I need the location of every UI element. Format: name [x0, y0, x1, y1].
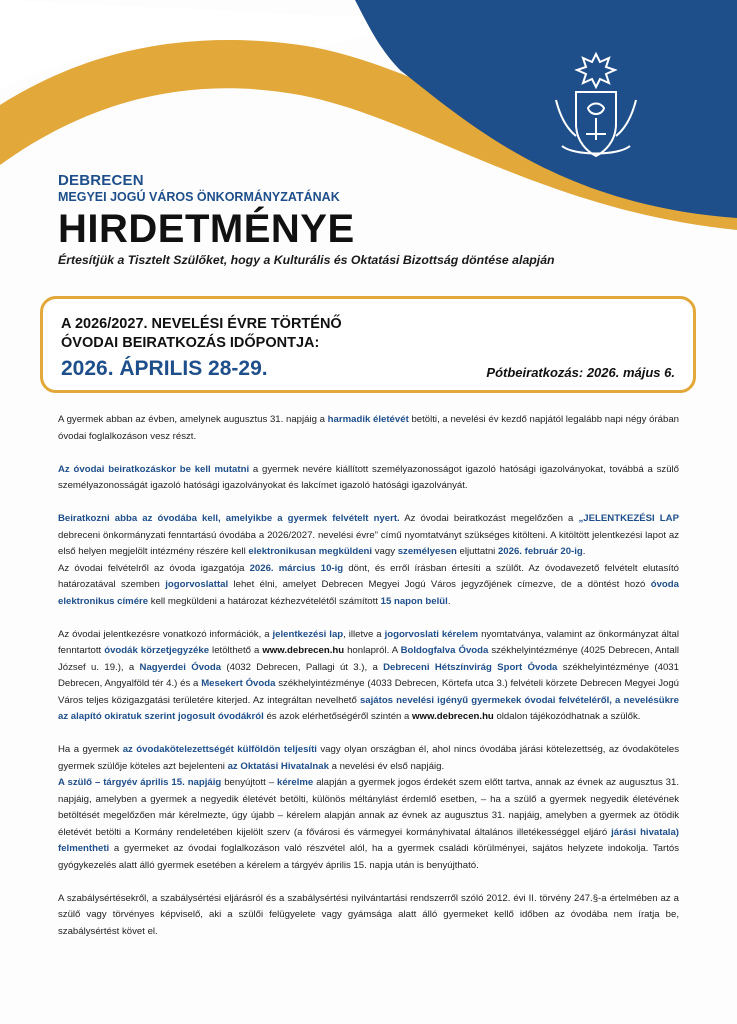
notice-body — [58, 412, 679, 957]
website-link[interactable]: www.debrecen.hu — [262, 645, 345, 656]
website-link-2[interactable]: www.debrecen.hu — [412, 711, 494, 722]
enrollment-date: 2026. ÁPRILIS 28-29. — [61, 357, 268, 380]
enrollment-date-box — [40, 296, 696, 393]
box-heading-line2: ÓVODAI BEIRATKOZÁS IDŐPONTJA: — [61, 335, 320, 351]
supplementary-enrollment: Pótbeiratkozás: 2026. május 6. — [486, 365, 675, 380]
paragraph-abroad: Ha a gyermek az óvodakötelezettségét külföldön teljesíti vagy olyan országban él, ahol nincs óvodába járási kötelezettség, az óvodaköteles gyermek szülője köteles azt bejelenteni az Oktatási Hivatalnak a nevelési év első napjáig. — [58, 744, 680, 772]
issuer-city: DEBRECEN — [58, 172, 144, 189]
paragraph-penalty: A szabálysértésekről, a szabálysértési eljárásról és a szabálysértési nyilvántartási rendszerről szóló 2012. évi II. törvény 247.§-a értelmében az a szülő vagy törvényes képviselő, aki a szülői felügyelete vagy gyámsága alatt álló gyermeket kellő időben az óvodába nem íratja be, szabálysértést követ el. — [58, 892, 679, 937]
paragraph-age: A gyermek abban az évben, amelynek augusztus 31. napjáig a harmadik életévét betölti, a nevelési év kezdő napjától legalább napi négy órában óvodai foglalkozáson vesz részt. — [58, 414, 679, 442]
paragraph-exemption: A szülő – tárgyév április 15. napjáig benyújtott – kérelme alapján a gyermek jogos érdekét szem előtt tartva, annak az évnek az augusztus 31. napjáig, amelyben a gyermek a negyedik életévét betölti, különös méltánylást érdemlő esetben, – ha a szülő a gyermek negyedik életévének betöltését megelőzően már kérelmezte, úgy újabb – kérelem alapján annak az évnek az augusztus 31. napjáig, amelyben a gyermek az ötödik életévét betölti a Kormány rendeletében kijelölt szerv (a fővárosi és vármegyei kormányhivatal általános illetékességgel eljáró járási hivatala) felmentheti a gyermeket az óvodai foglalkozáson való részvétel alól, ha a gyermek családi körülményei, sajátos helyzete indokolja. Tartós gyógykezelés alatt álló gyermek esetében a kérelem a tárgyév április 15. napja után is benyújtható. — [58, 777, 679, 871]
issuer-block — [58, 172, 555, 267]
box-heading-line1: A 2026/2027. NEVELÉSI ÉVRE TÖRTÉNŐ — [61, 316, 342, 332]
page-subtitle: Értesítjük a Tisztelt Szülőket, hogy a Kulturális és Oktatási Bizottság döntése alapján — [58, 253, 555, 267]
paragraph-enrollment: Beiratkozni abba az óvodába kell, amelyikbe a gyermek felvételt nyert. Az óvodai beiratkozást megelőzően a „JELENTKEZÉSI LAP debreceni önkormányzati fenntartású óvodába a 2026/2027. nevelési évre” című nyomtatványt szükséges kitölteni. A kitöltött jelentkezési lapot az első helyen megjelölt intézmény részére kell elektronikusan megküldeni vagy személyesen eljuttatni 2026. február 20-ig. Az óvodai felvételről az óvoda igazgatója 2026. március 10-ig dönt, és erről írásban értesíti a szülőt. Az óvodavezető felvételt elutasító határozatával szemben jogorvoslattal lehet élni, amelyet Debrecen Megyei Jogú Város jegyzőjének címezve, de a döntést hozó óvoda elektronikus címére kell megküldeni a határozat kézhezvételétől számított 15 napon belül. — [58, 513, 679, 607]
page-title: HIRDETMÉNYE — [58, 207, 355, 251]
box-heading — [61, 315, 342, 353]
issuer-org: MEGYEI JOGÚ VÁROS ÖNKORMÁNYZATÁNAK — [58, 190, 340, 204]
paragraph-information: Az óvodai jelentkezésre vonatkozó információk, a jelentkezési lap, illetve a jogorvoslati kérelem nyomtatványa, valamint az önkormányzat által fenntartott óvodák körzetjegyzéke letölthető a www.debrecen.hu honlapról. A Boldogfalva Óvoda székhelyintézménye (4025 Debrecen, Antall József u. 19.), a Nagyerdei Óvoda (4032 Debrecen, Pallagi út 3.), a Debreceni Hétszínvirág Sport Óvoda székhelyintézménye (4031 Debrecen, Angyalföld tér 4.) és a Mesekert Óvoda székhelyintézménye (4033 Debrecen, Körtefa utca 3.) felvételi körzete Debrecen Megyei Jogú Város teljes közigazgatási területére kiterjed. Az integráltan nevelhető sajátos nevelési igényű gyermekek óvodai felvételéről, a nevelésükre az alapító okiratuk szerint jogosult óvodákról és azok elérhetőségéről szintén a www.debrecen.hu oldalon tájékozódhatnak a szülők. — [58, 628, 680, 722]
paragraph-documents: Az óvodai beiratkozáskor be kell mutatni a gyermek nevére kiállított személyazonosságot igazoló hatósági igazolványokat, továbbá a szülő személyazonosságát igazoló hatósági igazolványokat és lakcímet igazoló hatósági igazolványát. — [58, 463, 679, 491]
coat-of-arms-icon — [548, 48, 644, 168]
